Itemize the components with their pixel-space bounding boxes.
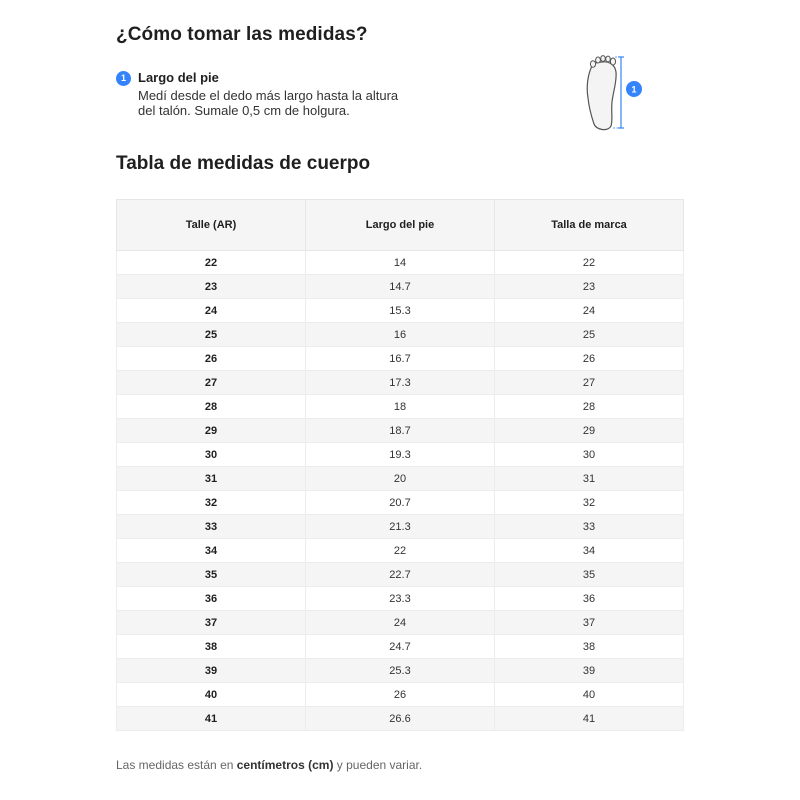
size-ar-cell: 35 (117, 563, 306, 587)
brand-size-cell: 23 (495, 275, 684, 299)
size-table-body (117, 251, 684, 731)
size-ar-cell: 23 (117, 275, 306, 299)
table-row (117, 347, 684, 371)
table-row (117, 323, 684, 347)
brand-size-cell: 38 (495, 635, 684, 659)
units-note-prefix: Las medidas están en (116, 758, 237, 772)
brand-size-cell: 31 (495, 467, 684, 491)
size-ar-cell: 29 (117, 419, 306, 443)
brand-size-cell: 30 (495, 443, 684, 467)
size-table-title: Tabla de medidas de cuerpo (116, 153, 371, 174)
foot-length-cell: 24.7 (306, 635, 495, 659)
brand-size-cell: 22 (495, 251, 684, 275)
size-ar-cell: 27 (117, 371, 306, 395)
table-row (117, 443, 684, 467)
brand-size-cell: 26 (495, 347, 684, 371)
size-ar-cell: 39 (117, 659, 306, 683)
size-ar-cell: 24 (117, 299, 306, 323)
foot-length-cell: 24 (306, 611, 495, 635)
size-ar-cell: 34 (117, 539, 306, 563)
column-header-size-ar: Talle (AR) (117, 200, 306, 251)
table-row (117, 515, 684, 539)
table-row (117, 419, 684, 443)
size-ar-cell: 26 (117, 347, 306, 371)
units-note-emphasis: centímetros (cm) (236, 758, 334, 772)
size-ar-cell: 32 (117, 491, 306, 515)
illustration-badge-number: 1 (631, 84, 637, 95)
foot-length-cell: 15.3 (306, 299, 495, 323)
units-note (116, 758, 422, 772)
column-header-foot-length: Largo del pie (306, 200, 495, 251)
size-ar-cell: 31 (117, 467, 306, 491)
foot-length-cell: 20 (306, 467, 495, 491)
foot-length-cell: 25.3 (306, 659, 495, 683)
size-ar-cell: 33 (117, 515, 306, 539)
foot-length-cell: 14 (306, 251, 495, 275)
foot-length-cell: 17.3 (306, 371, 495, 395)
size-ar-cell: 25 (117, 323, 306, 347)
size-ar-cell: 40 (117, 683, 306, 707)
brand-size-cell: 36 (495, 587, 684, 611)
foot-length-cell: 19.3 (306, 443, 495, 467)
foot-length-cell: 22 (306, 539, 495, 563)
size-ar-cell: 22 (117, 251, 306, 275)
table-header-row (117, 200, 684, 251)
table-row (117, 275, 684, 299)
table-row (117, 251, 684, 275)
foot-length-cell: 16 (306, 323, 495, 347)
table-row (117, 395, 684, 419)
foot-length-cell: 26 (306, 683, 495, 707)
table-row (117, 611, 684, 635)
brand-size-cell: 34 (495, 539, 684, 563)
how-to-measure-title: ¿Cómo tomar las medidas? (116, 24, 368, 45)
table-row (117, 587, 684, 611)
units-note-suffix: y pueden variar. (333, 758, 423, 772)
foot-measure-icon (580, 52, 650, 136)
size-ar-cell: 30 (117, 443, 306, 467)
brand-size-cell: 33 (495, 515, 684, 539)
table-row (117, 563, 684, 587)
table-row (117, 659, 684, 683)
foot-length-cell: 23.3 (306, 587, 495, 611)
table-row (117, 371, 684, 395)
table-row (117, 491, 684, 515)
brand-size-cell: 39 (495, 659, 684, 683)
foot-length-cell: 16.7 (306, 347, 495, 371)
step-description: Medí desde el dedo más largo hasta la altura del talón. Sumale 0,5 cm de holgura. (138, 88, 399, 118)
brand-size-cell: 29 (495, 419, 684, 443)
foot-length-cell: 22.7 (306, 563, 495, 587)
brand-size-cell: 24 (495, 299, 684, 323)
brand-size-cell: 27 (495, 371, 684, 395)
brand-size-cell: 25 (495, 323, 684, 347)
table-row (117, 299, 684, 323)
foot-length-cell: 20.7 (306, 491, 495, 515)
size-table (116, 199, 684, 731)
foot-length-cell: 21.3 (306, 515, 495, 539)
brand-size-cell: 35 (495, 563, 684, 587)
table-row (117, 467, 684, 491)
size-ar-cell: 36 (117, 587, 306, 611)
table-row (117, 683, 684, 707)
size-ar-cell: 41 (117, 707, 306, 731)
brand-size-cell: 28 (495, 395, 684, 419)
size-ar-cell: 38 (117, 635, 306, 659)
table-row (117, 539, 684, 563)
foot-length-cell: 18.7 (306, 419, 495, 443)
brand-size-cell: 32 (495, 491, 684, 515)
foot-length-cell: 18 (306, 395, 495, 419)
foot-measure-illustration (580, 52, 650, 141)
table-row (117, 635, 684, 659)
table-row (117, 707, 684, 731)
column-header-brand-size: Talla de marca (495, 200, 684, 251)
brand-size-cell: 40 (495, 683, 684, 707)
step-number-badge: 1 (116, 71, 131, 86)
size-ar-cell: 37 (117, 611, 306, 635)
size-ar-cell: 28 (117, 395, 306, 419)
brand-size-cell: 41 (495, 707, 684, 731)
foot-length-cell: 14.7 (306, 275, 495, 299)
step-title: Largo del pie (138, 70, 219, 85)
brand-size-cell: 37 (495, 611, 684, 635)
foot-length-cell: 26.6 (306, 707, 495, 731)
